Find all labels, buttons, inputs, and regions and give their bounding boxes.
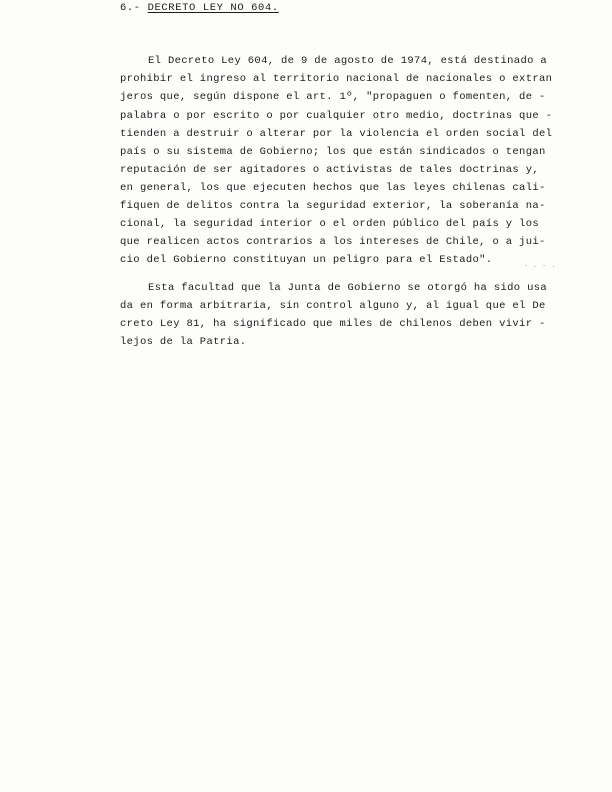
paragraph-line: reputación de ser agitadores o activistas de tales doctrinas y, (120, 164, 540, 176)
paragraph-line: prohibir el ingreso al territorio nacional de nacionales o extran (120, 73, 553, 85)
paragraph-line: país o su sistema de Gobierno; los que están sindicados o tengan (120, 146, 546, 158)
section-title: DECRETO LEY NO 604. (147, 2, 279, 14)
paragraph-line: cional, la seguridad interior o el orden público del país y los (120, 218, 540, 230)
paragraph-line: fiquen de delitos contra la seguridad exterior, la soberanía na- (120, 200, 546, 212)
paragraph-line: El Decreto Ley 604, de 9 de agosto de 1974, está destinado a (148, 55, 548, 67)
paragraph-line: creto Ley 81, ha significado que miles de chilenos deben vivir - (120, 318, 546, 330)
paragraph-line: palabra o por escrito o por cualquier otro medio, doctrinas que - (120, 110, 553, 122)
paragraph-line: tienden a destruir o alterar por la violencia el orden social del (120, 128, 553, 140)
paragraph-line: lejos de la Patria. (120, 336, 247, 348)
paragraph-line: Esta facultad que la Junta de Gobierno se otorgó ha sido usa (148, 282, 548, 294)
section-heading (120, 2, 279, 14)
paragraph-line: que realicen actos contrarios a los intereses de Chile, o a jui- (120, 236, 546, 248)
margin-mark: - . - . (524, 262, 557, 269)
paragraph-line: jeros que, según dispone el art. 1º, "propaguen o fomenten, de - (120, 91, 546, 103)
paragraph-line: en general, los que ejecuten hechos que las leyes chilenas cali- (120, 182, 546, 194)
paragraph-line: da en forma arbitraria, sin control alguno y, al igual que el De (120, 300, 546, 312)
paragraph-line: cio del Gobierno constituyan un peligro para el Estado". (120, 254, 493, 266)
section-number: 6.- (120, 2, 141, 14)
